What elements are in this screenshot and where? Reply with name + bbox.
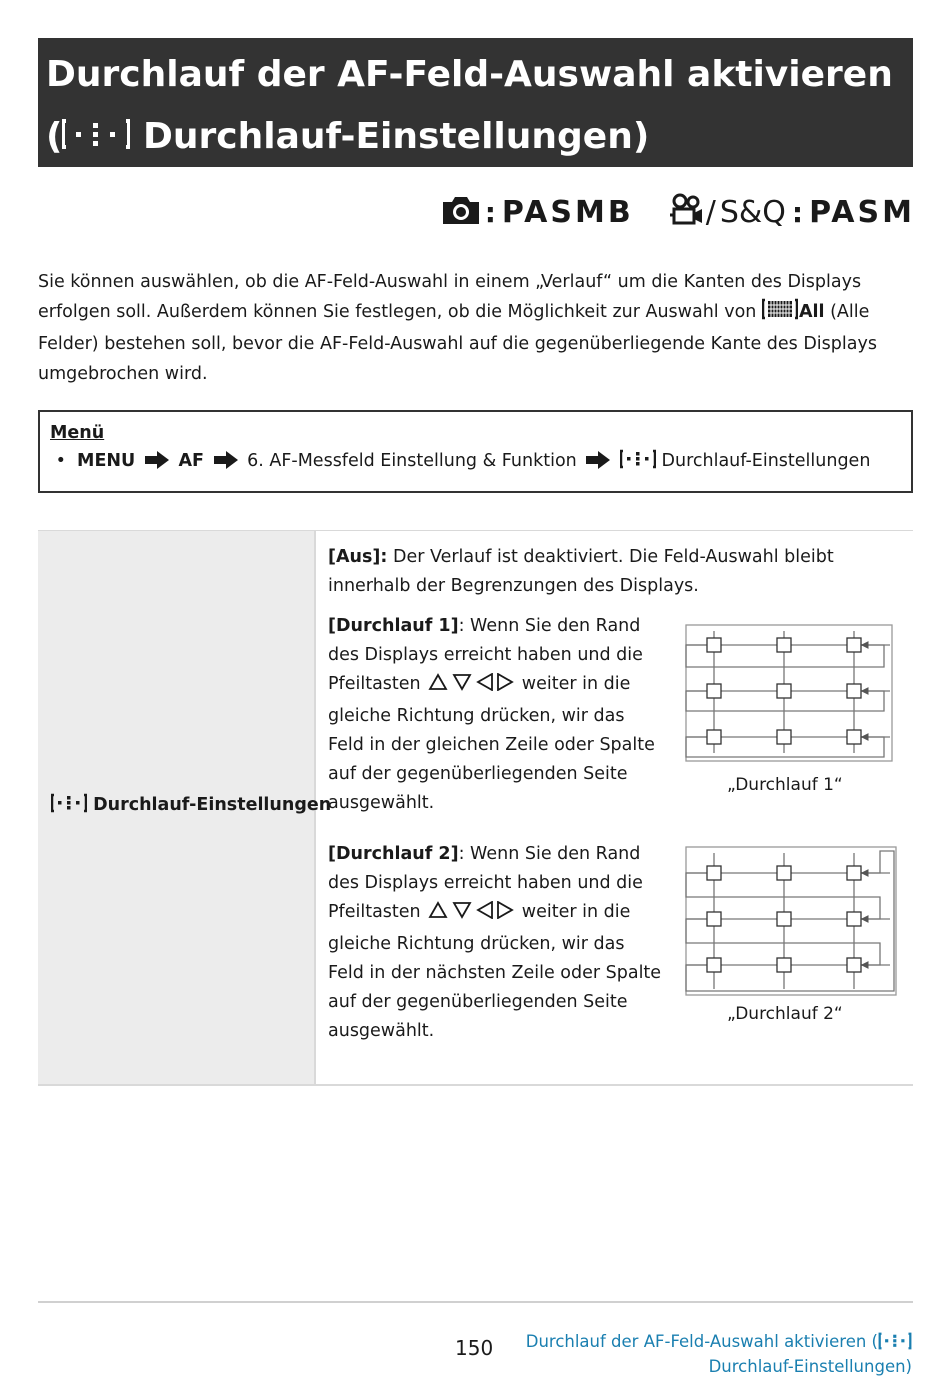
- page-title-line-1: Durchlauf der AF-Feld-Auswahl aktivieren: [46, 54, 893, 95]
- menu-heading: Menü: [50, 423, 105, 443]
- arrow-right-icon: [145, 449, 169, 479]
- title-paren: (: [46, 116, 63, 157]
- menu-step-menu: MENU: [77, 451, 136, 471]
- loop-1-caption: „Durchlauf 1“: [727, 775, 843, 795]
- option-durchlauf-2: [328, 840, 663, 1046]
- footer-section-link[interactable]: [526, 1331, 912, 1378]
- mode-separator: /: [705, 194, 716, 230]
- footer-divider: [38, 1301, 913, 1303]
- settings-label: [51, 793, 331, 818]
- menu-step-loop-settings: Durchlauf-Einstellungen: [661, 451, 871, 471]
- sq-label: S&Q: [719, 194, 786, 230]
- option-d2-text-b: weiter in die gleiche Richtung drücken, wir das Feld in der nächsten Zeile oder Spalte auf der gegenüberliegenden Seite ausgewählt.: [328, 902, 662, 1042]
- settings-label-text: Durchlauf-Einstellungen: [93, 795, 332, 815]
- page-title-line-2: [46, 106, 905, 171]
- settings-table: [38, 530, 913, 1086]
- page-title-bar: [38, 38, 913, 167]
- footer-link-line-2: Durchlauf-Einstellungen): [708, 1357, 912, 1376]
- loop-2-caption: „Durchlauf 2“: [727, 1004, 843, 1024]
- arrow-right-icon: [586, 449, 610, 479]
- title-text: Durchlauf-Einstellungen): [143, 116, 650, 157]
- loop-2-diagram: [684, 845, 900, 997]
- arrow-keys-icon: [428, 900, 514, 929]
- intro-paragraph: [38, 268, 918, 389]
- menu-bullet: •: [55, 451, 66, 471]
- option-d2-key: [Durchlauf 2]: [328, 844, 459, 864]
- option-durchlauf-1: [328, 612, 663, 818]
- af-target-loop-icon: [878, 1332, 912, 1356]
- photo-colon: :: [484, 195, 496, 229]
- intro-text-2: (Alle Felder) bestehen soll, bevor die AF-Feld-Auswahl auf die gegenüberliegende Kante des Displays umgebrochen wird.: [38, 301, 877, 384]
- settings-label-cell: [38, 531, 332, 1084]
- intro-text-1: Sie können auswählen, ob die AF-Feld-Auswahl in einem „Verlauf“ um die Kanten des Displays erfolgen soll. Außerdem können Sie festlegen, ob die Möglichkeit zur Auswahl von: [38, 272, 862, 322]
- arrow-right-icon: [214, 449, 238, 479]
- video-modes: PASM: [809, 194, 915, 230]
- option-aus: [328, 543, 908, 601]
- menu-step-af-settings: 6. AF-Messfeld Einstellung & Funktion: [247, 451, 577, 471]
- movie-camera-icon: [668, 193, 704, 231]
- option-aus-text: Der Verlauf ist deaktiviert. Die Feld-Auswahl bleibt innerhalb der Begrenzungen des Displays.: [328, 547, 834, 596]
- camera-icon: [441, 194, 481, 230]
- af-target-loop-icon: [620, 449, 656, 479]
- all-label: All: [798, 301, 825, 322]
- loop-1-diagram: [684, 623, 896, 763]
- all-targets-icon: [762, 298, 798, 331]
- af-target-loop-icon: [62, 109, 130, 171]
- menu-step-af: AF: [178, 451, 204, 471]
- option-aus-key: [Aus]:: [328, 547, 388, 567]
- arrow-keys-icon: [428, 672, 514, 701]
- photo-modes: PASMB: [501, 194, 634, 230]
- option-d1-key: [Durchlauf 1]: [328, 616, 459, 636]
- shooting-modes: [410, 192, 915, 232]
- option-d1-text-b: weiter in die gleiche Richtung drücken, wir das Feld in der gleichen Zeile oder Spalte auf der gegenüberliegenden Seite ausgewählt.: [328, 674, 655, 814]
- option-d1-text-a: : Wenn Sie den Rand des Displays erreicht haben und die Pfeiltasten: [328, 616, 643, 695]
- af-target-loop-icon: [51, 793, 87, 818]
- option-d2-text-a: : Wenn Sie den Rand des Displays erreicht haben und die Pfeiltasten: [328, 844, 643, 923]
- footer-link-line-1: Durchlauf der AF-Feld-Auswahl aktivieren (: [525, 1332, 878, 1351]
- page-number: 150: [455, 1336, 494, 1360]
- menu-path: [50, 446, 901, 479]
- menu-box: [38, 410, 913, 493]
- video-colon: :: [791, 195, 804, 229]
